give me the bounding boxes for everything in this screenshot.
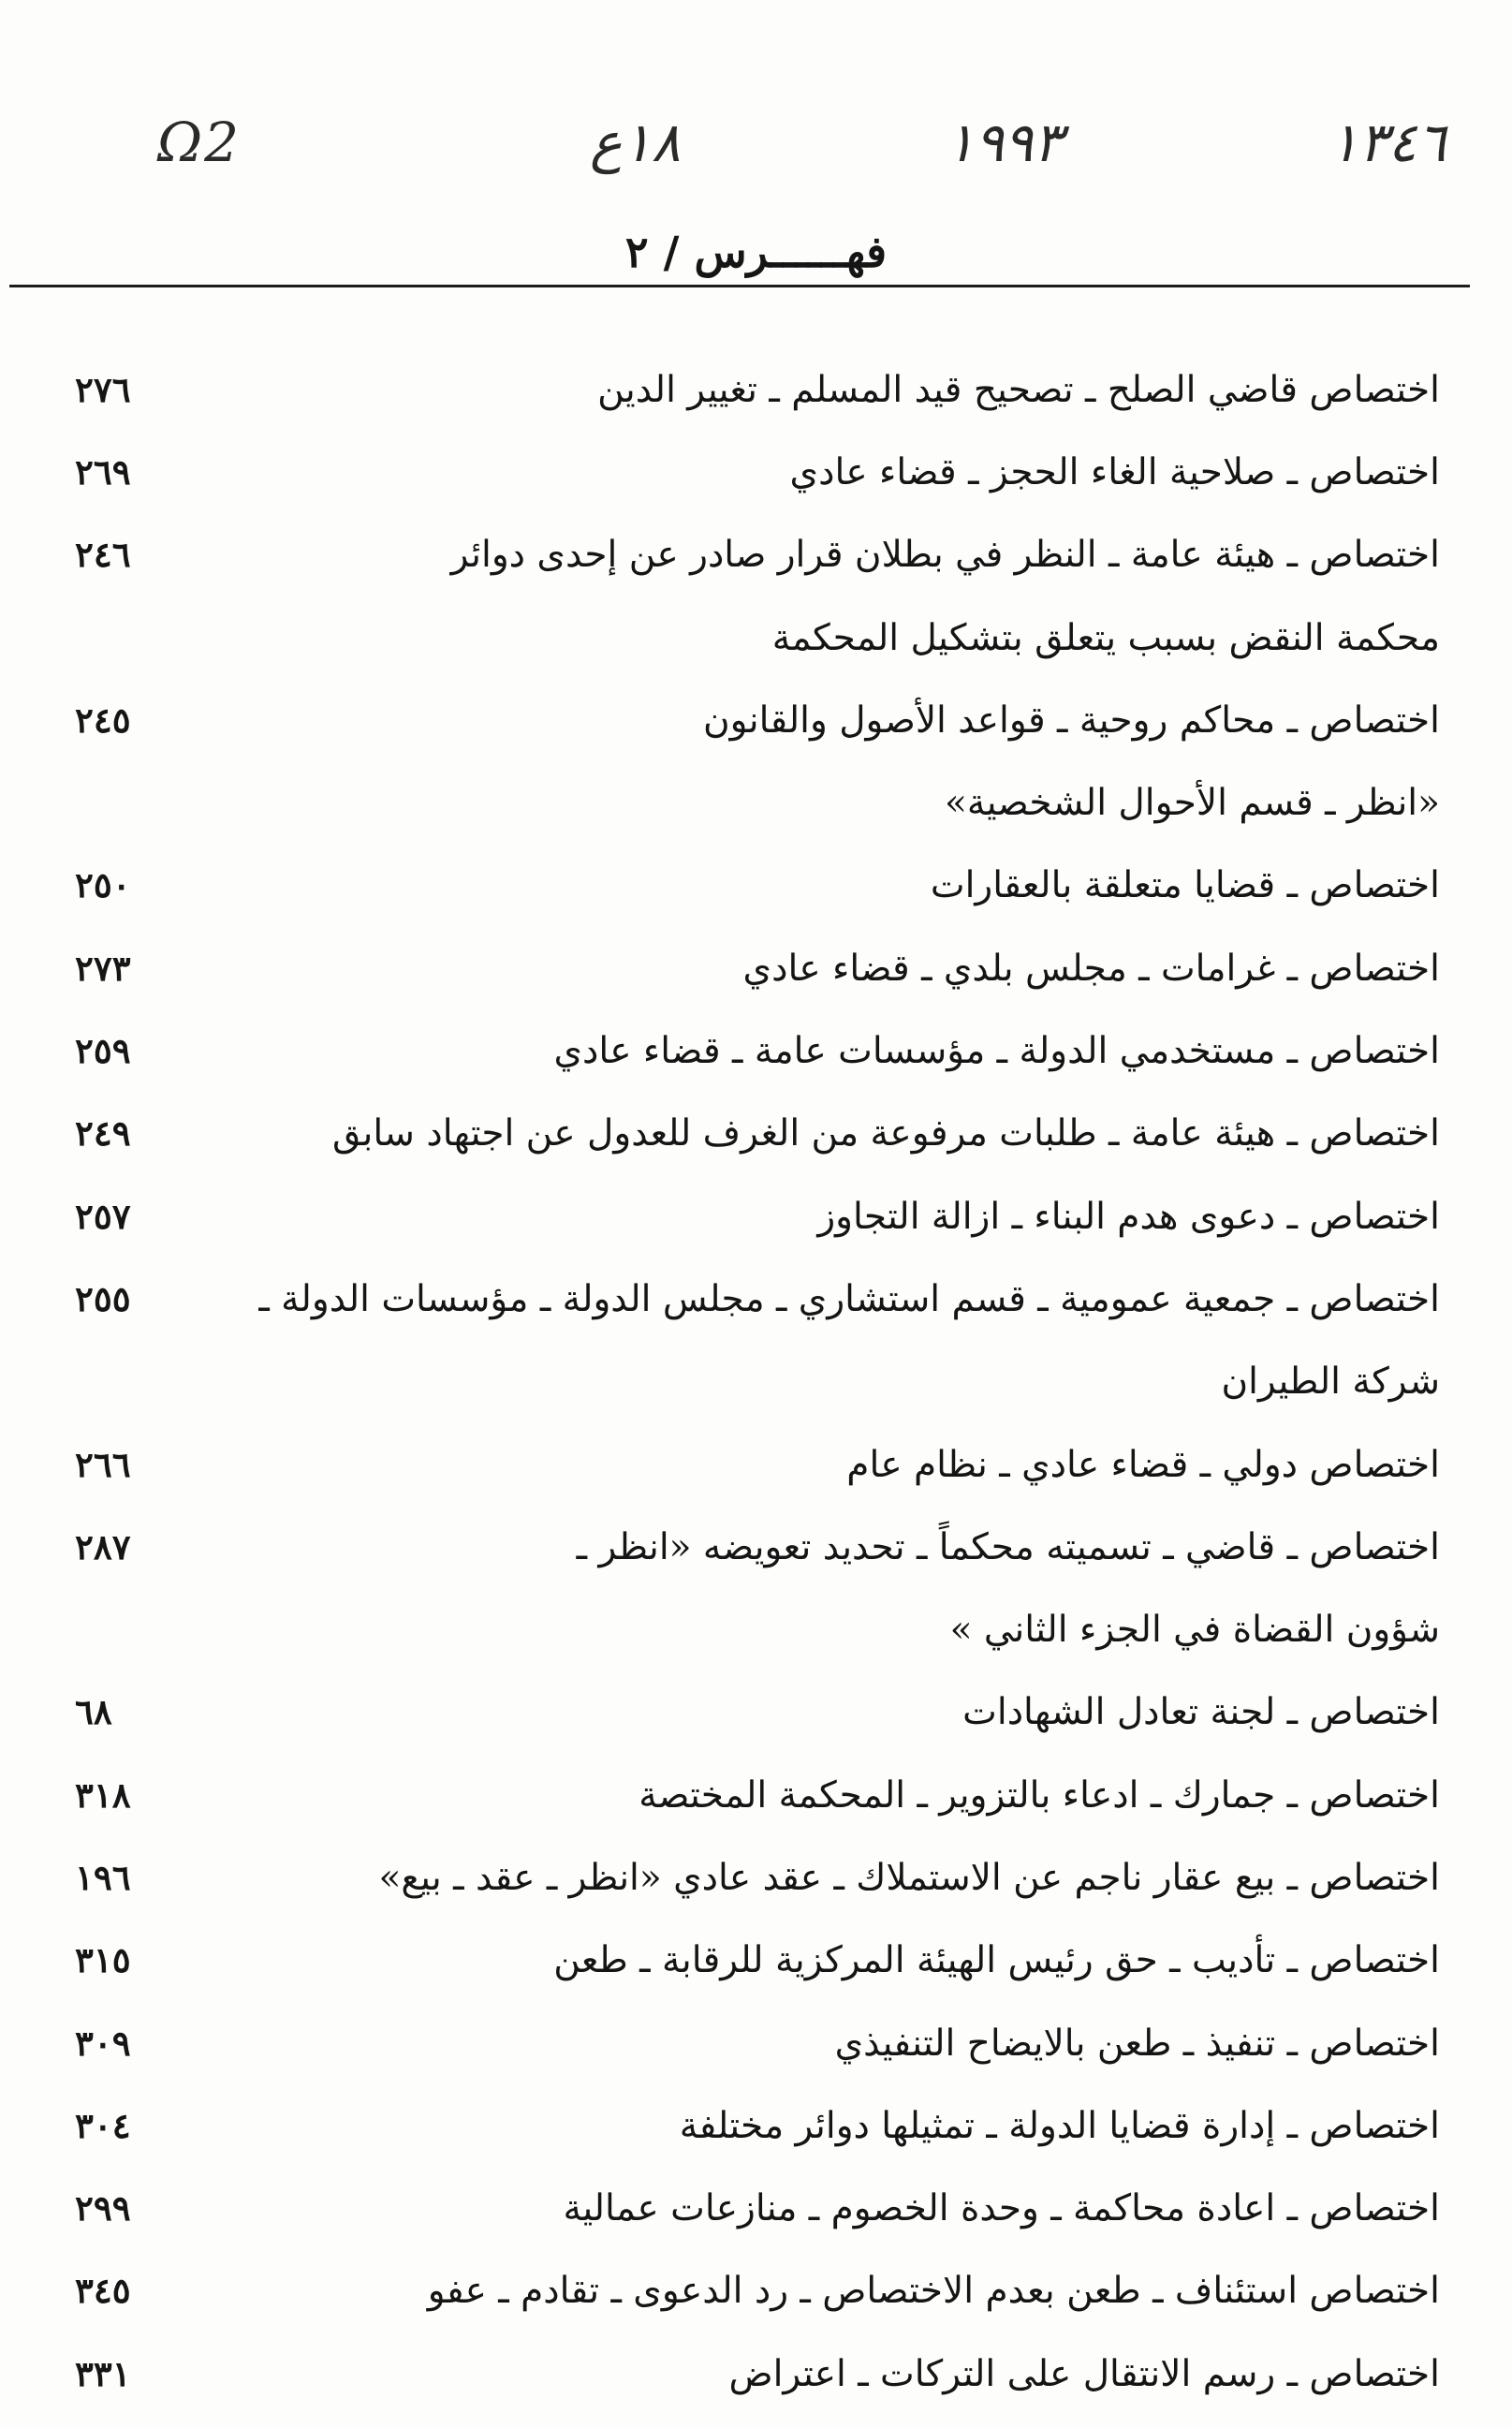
entry-text: اختصاص ـ بيع عقار ناجم عن الاستملاك ـ عقد عادي «انظر ـ عقد ـ بيع»	[378, 1856, 1440, 1899]
index-entry	[75, 2250, 1440, 2332]
index-entry	[75, 1754, 1440, 1836]
entry-text: اختصاص ـ مستخدمي الدولة ـ مؤسسات عامة ـ قضاء عادي	[553, 1030, 1440, 1073]
handwritten-mark-3: ١٩٩٣	[946, 110, 1063, 174]
index-entry	[75, 1175, 1440, 1258]
index-entry	[75, 2002, 1440, 2084]
entry-text: اختصاص ـ محاكم روحية ـ قواعد الأصول والقانون	[703, 699, 1440, 742]
entry-text: اختصاص ـ دعوى هدم البناء ـ ازالة التجاوز	[817, 1195, 1440, 1238]
handwritten-mark-4: ١٣٤٦	[1329, 110, 1446, 174]
entry-page-number: ٣٣١	[75, 2352, 131, 2394]
entry-text: اختصاص ـ هيئة عامة ـ طلبات مرفوعة من الغرف للعدول عن اجتهاد سابق	[332, 1112, 1440, 1155]
index-entry	[75, 1258, 1440, 1340]
entry-text: شركة الطيران	[1221, 1361, 1440, 1404]
entry-page-number: ٢٩٩	[75, 2187, 131, 2229]
entry-text: شؤون القضاة في الجزء الثاني »	[949, 1609, 1440, 1652]
entry-page-number: ٣٠٤	[75, 2104, 131, 2146]
entry-page-number: ٢٥٧	[75, 1195, 131, 1237]
index-entry	[75, 2084, 1440, 2167]
entry-page-number: ٢٥٥	[75, 1277, 131, 1319]
entry-page-number: ٢٦٩	[75, 450, 131, 493]
entry-page-number: ٢٤٥	[75, 699, 131, 741]
handwritten-mark-2: ١٨ع	[590, 110, 681, 174]
entry-text: اختصاص ـ اعادة محاكمة ـ وحدة الخصوم ـ منازعات عمالية	[563, 2187, 1440, 2230]
entry-text: اختصاص ـ جمعية عمومية ـ قسم استشاري ـ مجلس الدولة ـ مؤسسات الدولة ـ	[258, 1277, 1440, 1320]
entry-text: اختصاص ـ صلاحية الغاء الحجز ـ قضاء عادي	[789, 450, 1440, 493]
page-title: فهــــــرس / ٢	[624, 227, 888, 277]
entry-text: اختصاص قاضي الصلح ـ تصحيح قيد المسلم ـ تغيير الدين	[597, 368, 1440, 411]
entry-page-number: ٦٨	[75, 1691, 112, 1733]
index-entry	[75, 348, 1440, 431]
index-entry	[75, 2168, 1440, 2250]
entry-page-number: ٣١٨	[75, 1773, 131, 1816]
index-entry	[75, 1423, 1440, 1506]
index-entry	[75, 927, 1440, 1009]
index-entry	[75, 1588, 1440, 1670]
index-entry	[75, 761, 1440, 844]
index-entry	[75, 845, 1440, 927]
entry-page-number: ٢٥٠	[75, 864, 131, 906]
entry-text: اختصاص ـ قضايا متعلقة بالعقارات	[930, 864, 1440, 907]
entry-text: محكمة النقض بسبب يتعلق بتشكيل المحكمة	[771, 616, 1440, 659]
entry-page-number: ٢٧٣	[75, 947, 131, 989]
handwritten-mark-1: Ω2	[157, 110, 241, 174]
entry-page-number: ٢٤٩	[75, 1112, 131, 1155]
header-divider	[9, 285, 1470, 287]
index-entry	[75, 1920, 1440, 2002]
entry-text: اختصاص ـ إدارة قضايا الدولة ـ تمثيلها دوائر مختلفة	[679, 2104, 1440, 2147]
entry-text: «انظر ـ قسم الأحوال الشخصية»	[944, 782, 1440, 825]
entry-text: اختصاص ـ رسم الانتقال على التركات ـ اعتراض	[728, 2352, 1440, 2395]
entry-page-number: ١٩٦	[75, 1856, 131, 1898]
index-entry	[75, 679, 1440, 761]
index-entry	[75, 431, 1440, 513]
index-entry	[75, 1341, 1440, 1423]
entry-page-number: ٢٨٧	[75, 1525, 131, 1567]
entry-text: اختصاص دولي ـ قضاء عادي ـ نظام عام	[846, 1443, 1440, 1486]
entry-page-number: ٣٠٩	[75, 2022, 131, 2064]
entry-page-number: ٢٤٦	[75, 534, 131, 576]
index-entry	[75, 1836, 1440, 1919]
entry-page-number: ٢٦٦	[75, 1443, 131, 1485]
entry-page-number: ٣٤٥	[75, 2270, 131, 2312]
entry-text: اختصاص ـ قاضي ـ تسميته محكماً ـ تحديد تعويضه «انظر ـ	[576, 1525, 1440, 1568]
index-list	[75, 348, 1440, 2415]
entry-text: اختصاص ـ هيئة عامة ـ النظر في بطلان قرار صادر عن إحدى دوائر	[450, 534, 1440, 577]
index-entry	[75, 1506, 1440, 1588]
index-entry	[75, 1093, 1440, 1175]
entry-text: اختصاص ـ تأديب ـ حق رئيس الهيئة المركزية للرقابة ـ طعن	[553, 1939, 1440, 1982]
entry-text: اختصاص ـ جمارك ـ ادعاء بالتزوير ـ المحكمة المختصة	[639, 1773, 1440, 1817]
entry-page-number: ٢٥٩	[75, 1030, 131, 1072]
index-entry	[75, 514, 1440, 596]
entry-text: اختصاص ـ تنفيذ ـ طعن بالايضاح التنفيذي	[834, 2022, 1440, 2065]
index-entry	[75, 1671, 1440, 1754]
entry-text: اختصاص ـ لجنة تعادل الشهادات	[962, 1691, 1440, 1734]
entry-page-number: ٣١٥	[75, 1939, 131, 1981]
entry-text: اختصاص استئناف ـ طعن بعدم الاختصاص ـ رد الدعوى ـ تقادم ـ عفو	[427, 2270, 1440, 2313]
index-entry	[75, 1009, 1440, 1092]
entry-page-number: ٢٧٦	[75, 368, 131, 410]
entry-text: اختصاص ـ غرامات ـ مجلس بلدي ـ قضاء عادي	[742, 947, 1440, 990]
index-entry	[75, 2332, 1440, 2415]
index-entry	[75, 596, 1440, 679]
